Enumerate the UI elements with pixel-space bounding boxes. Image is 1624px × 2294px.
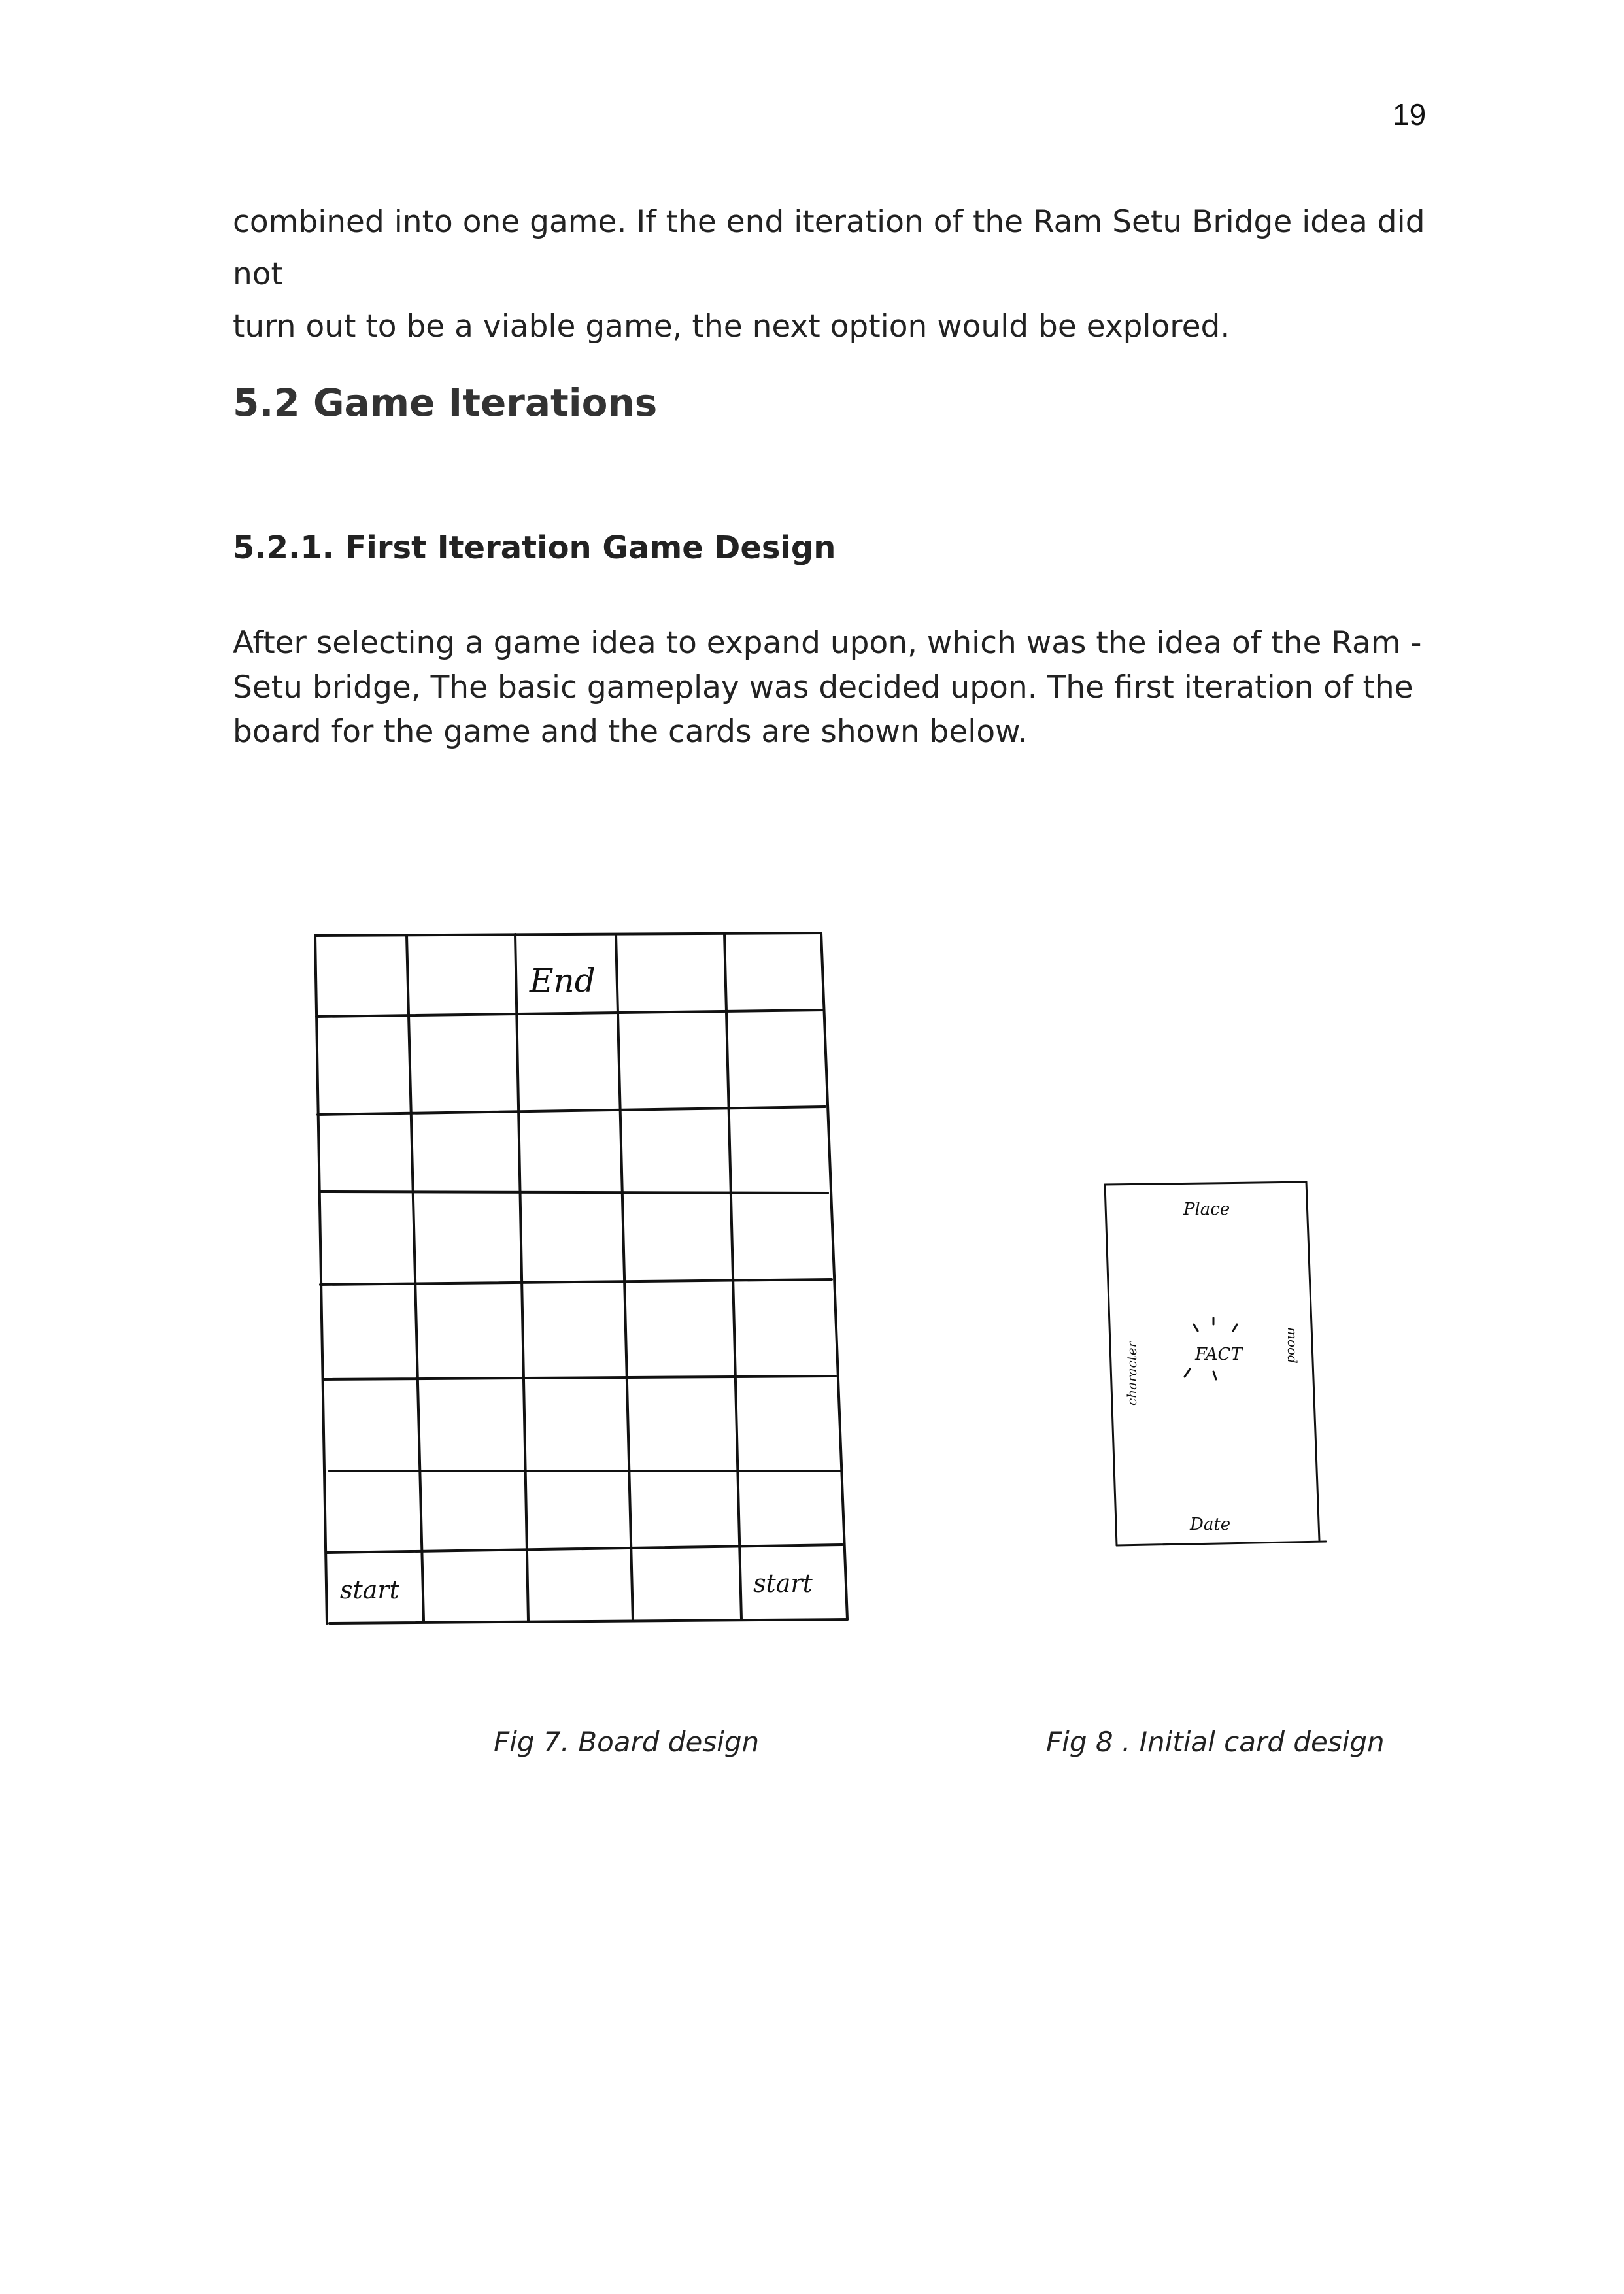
board-col-line <box>724 933 741 1619</box>
board-top-edge <box>315 933 821 936</box>
board-sketch <box>307 919 863 1638</box>
card-character-label: character <box>1124 1341 1140 1406</box>
board-col-line <box>616 934 633 1621</box>
body-line-2: Setu bridge, The basic gameplay was decided upon. The first iteration of the <box>233 669 1413 705</box>
board-right-edge <box>821 933 847 1619</box>
board-start-label-left: start <box>340 1576 399 1604</box>
card-top-edge <box>1105 1182 1306 1185</box>
board-row-line <box>323 1376 836 1379</box>
board-start-label-right: start <box>753 1569 813 1598</box>
board-row-line <box>327 1545 842 1553</box>
board-end-label: End <box>530 962 596 1000</box>
board-col-line <box>407 936 424 1621</box>
body-line-3: board for the game and the cards are shown below. <box>233 714 1028 750</box>
sparkle-mark <box>1233 1324 1237 1331</box>
body-line-1: After selecting a game idea to expand upon, which was the idea of the Ram - <box>233 625 1422 661</box>
section-heading: 5.2 Game Iterations <box>233 380 658 425</box>
intro-line-2: turn out to be a viable game, the next option would be explored. <box>233 309 1230 345</box>
board-row-line <box>316 1010 824 1017</box>
card-left-edge <box>1105 1185 1117 1545</box>
body-paragraph <box>233 621 1429 754</box>
card-place-label: Place <box>1183 1200 1230 1219</box>
fig-8-caption: Fig 8 . Initial card design <box>1046 1726 1385 1758</box>
subsection-heading: 5.2.1. First Iteration Game Design <box>233 530 836 566</box>
board-col-line <box>515 934 528 1621</box>
board-row-line <box>318 1107 825 1115</box>
sparkle-mark <box>1213 1372 1216 1379</box>
page-number: 19 <box>1393 97 1427 131</box>
intro-line-1: combined into one game. If the end iteration of the Ram Setu Bridge idea did not <box>233 204 1425 292</box>
board-bottom-edge <box>330 1619 847 1623</box>
card-bottom-edge <box>1117 1542 1326 1545</box>
sparkle-mark <box>1185 1369 1190 1377</box>
card-date-label: Date <box>1190 1515 1231 1534</box>
board-row-line <box>319 1192 828 1193</box>
board-row-line <box>320 1279 832 1285</box>
card-sketch <box>1085 1170 1334 1562</box>
card-right-edge <box>1306 1182 1319 1540</box>
sparkle-mark <box>1194 1324 1198 1331</box>
intro-paragraph <box>233 196 1429 353</box>
card-fact-label: FACT <box>1195 1345 1242 1364</box>
fig-7-caption: Fig 7. Board design <box>494 1726 760 1758</box>
board-left-edge <box>315 936 327 1623</box>
card-mood-label: mood <box>1285 1327 1300 1364</box>
